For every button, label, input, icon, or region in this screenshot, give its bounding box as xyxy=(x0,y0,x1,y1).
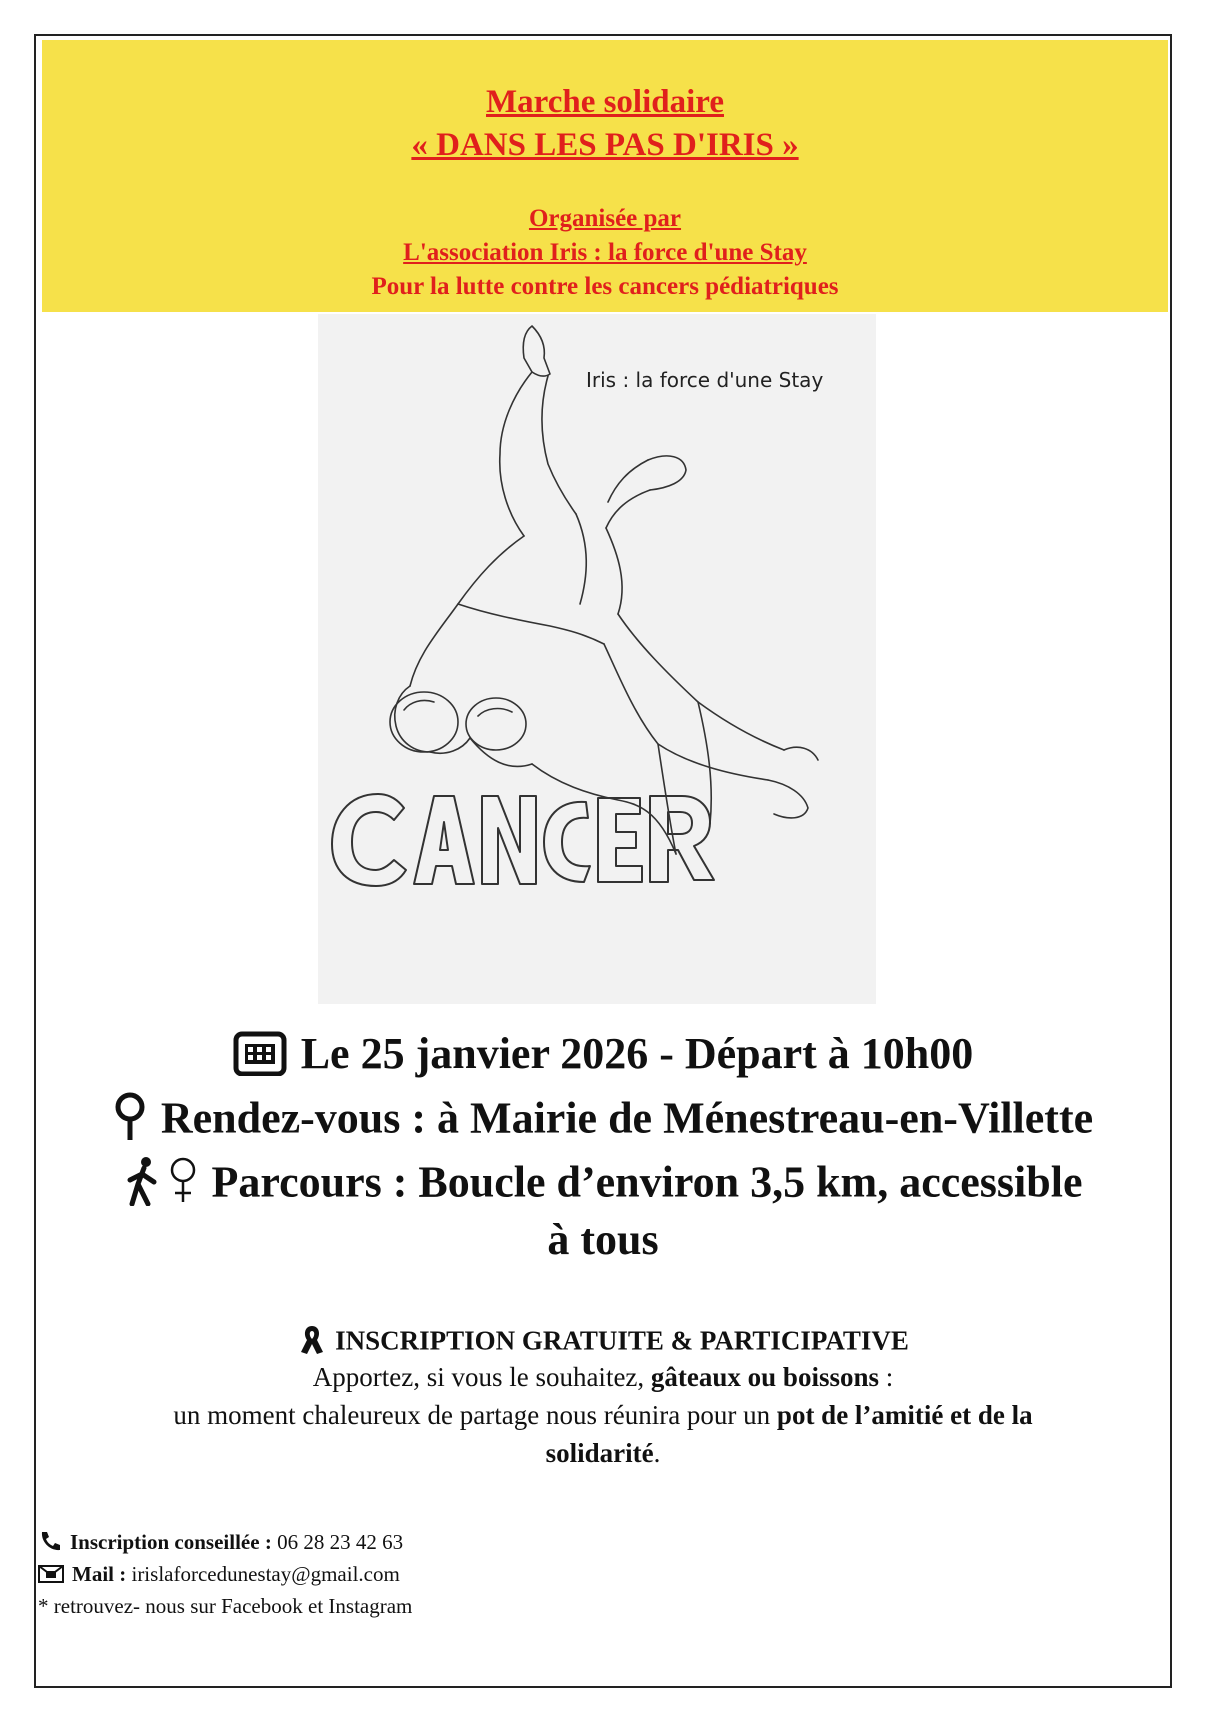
title-line2: « DANS LES PAS D'IRIS » xyxy=(411,127,799,163)
moment-bold-2: solidarité xyxy=(545,1438,654,1468)
moment-line-2 xyxy=(0,1438,1206,1469)
date-text: Le 25 janvier 2026 - Départ à 10h00 xyxy=(300,1029,974,1078)
ribbon-icon xyxy=(297,1324,327,1363)
walking-person-icon xyxy=(124,1156,162,1217)
social-note: * retrouvez- nous sur Facebook et Instagram xyxy=(38,1594,413,1618)
association-name: L'association Iris : la force d'une Stay xyxy=(403,239,807,266)
date-line xyxy=(0,1028,1206,1087)
female-symbol-icon xyxy=(168,1156,198,1217)
moment-line xyxy=(0,1400,1206,1431)
meeting-text: Rendez-vous : à Mairie de Ménestreau-en-Villette xyxy=(160,1093,1094,1143)
phone-line xyxy=(38,1530,403,1558)
meeting-line xyxy=(0,1092,1206,1153)
moment-prefix: un moment chaleureux de partage nous réunira pour un xyxy=(173,1400,771,1430)
mail-label: Mail : xyxy=(72,1562,127,1586)
registration-heading xyxy=(0,1324,1206,1363)
illustration-caption: Iris : la force d'une Stay xyxy=(586,368,824,392)
moment-end: . xyxy=(653,1438,661,1468)
calendar-icon xyxy=(233,1028,287,1087)
map-pin-icon xyxy=(113,1092,147,1153)
mail-line xyxy=(38,1562,400,1589)
header-banner xyxy=(42,40,1168,312)
route-line xyxy=(0,1156,1206,1217)
mail-value[interactable]: irislaforcedunestay@gmail.com xyxy=(131,1562,400,1586)
organizer-label: Organisée par xyxy=(528,205,682,232)
judo-drawing xyxy=(318,314,876,1004)
bring-prefix: Apportez, si vous le souhaitez, xyxy=(312,1362,645,1392)
phone-value[interactable]: 06 28 23 42 63 xyxy=(277,1530,404,1554)
registration-heading-text: INSCRIPTION GRATUITE & PARTICIPATIVE xyxy=(335,1325,909,1356)
judo-illustration xyxy=(318,314,876,1004)
bring-line xyxy=(0,1362,1206,1393)
mail-icon xyxy=(38,1564,64,1589)
bring-suffix: : xyxy=(879,1362,894,1392)
moment-bold: pot de l’amitié et de la xyxy=(776,1400,1033,1430)
route-text: Parcours : Boucle d’environ 3,5 km, accessible xyxy=(211,1157,1083,1207)
title-line1: Marche solidaire xyxy=(486,84,724,120)
phone-label: Inscription conseillée : xyxy=(70,1530,272,1554)
bring-bold: gâteaux ou boissons xyxy=(650,1362,879,1392)
cause-line: Pour la lutte contre les cancers pédiatriques xyxy=(371,273,839,300)
phone-icon xyxy=(38,1530,62,1558)
route-line-2: à tous xyxy=(547,1215,659,1264)
